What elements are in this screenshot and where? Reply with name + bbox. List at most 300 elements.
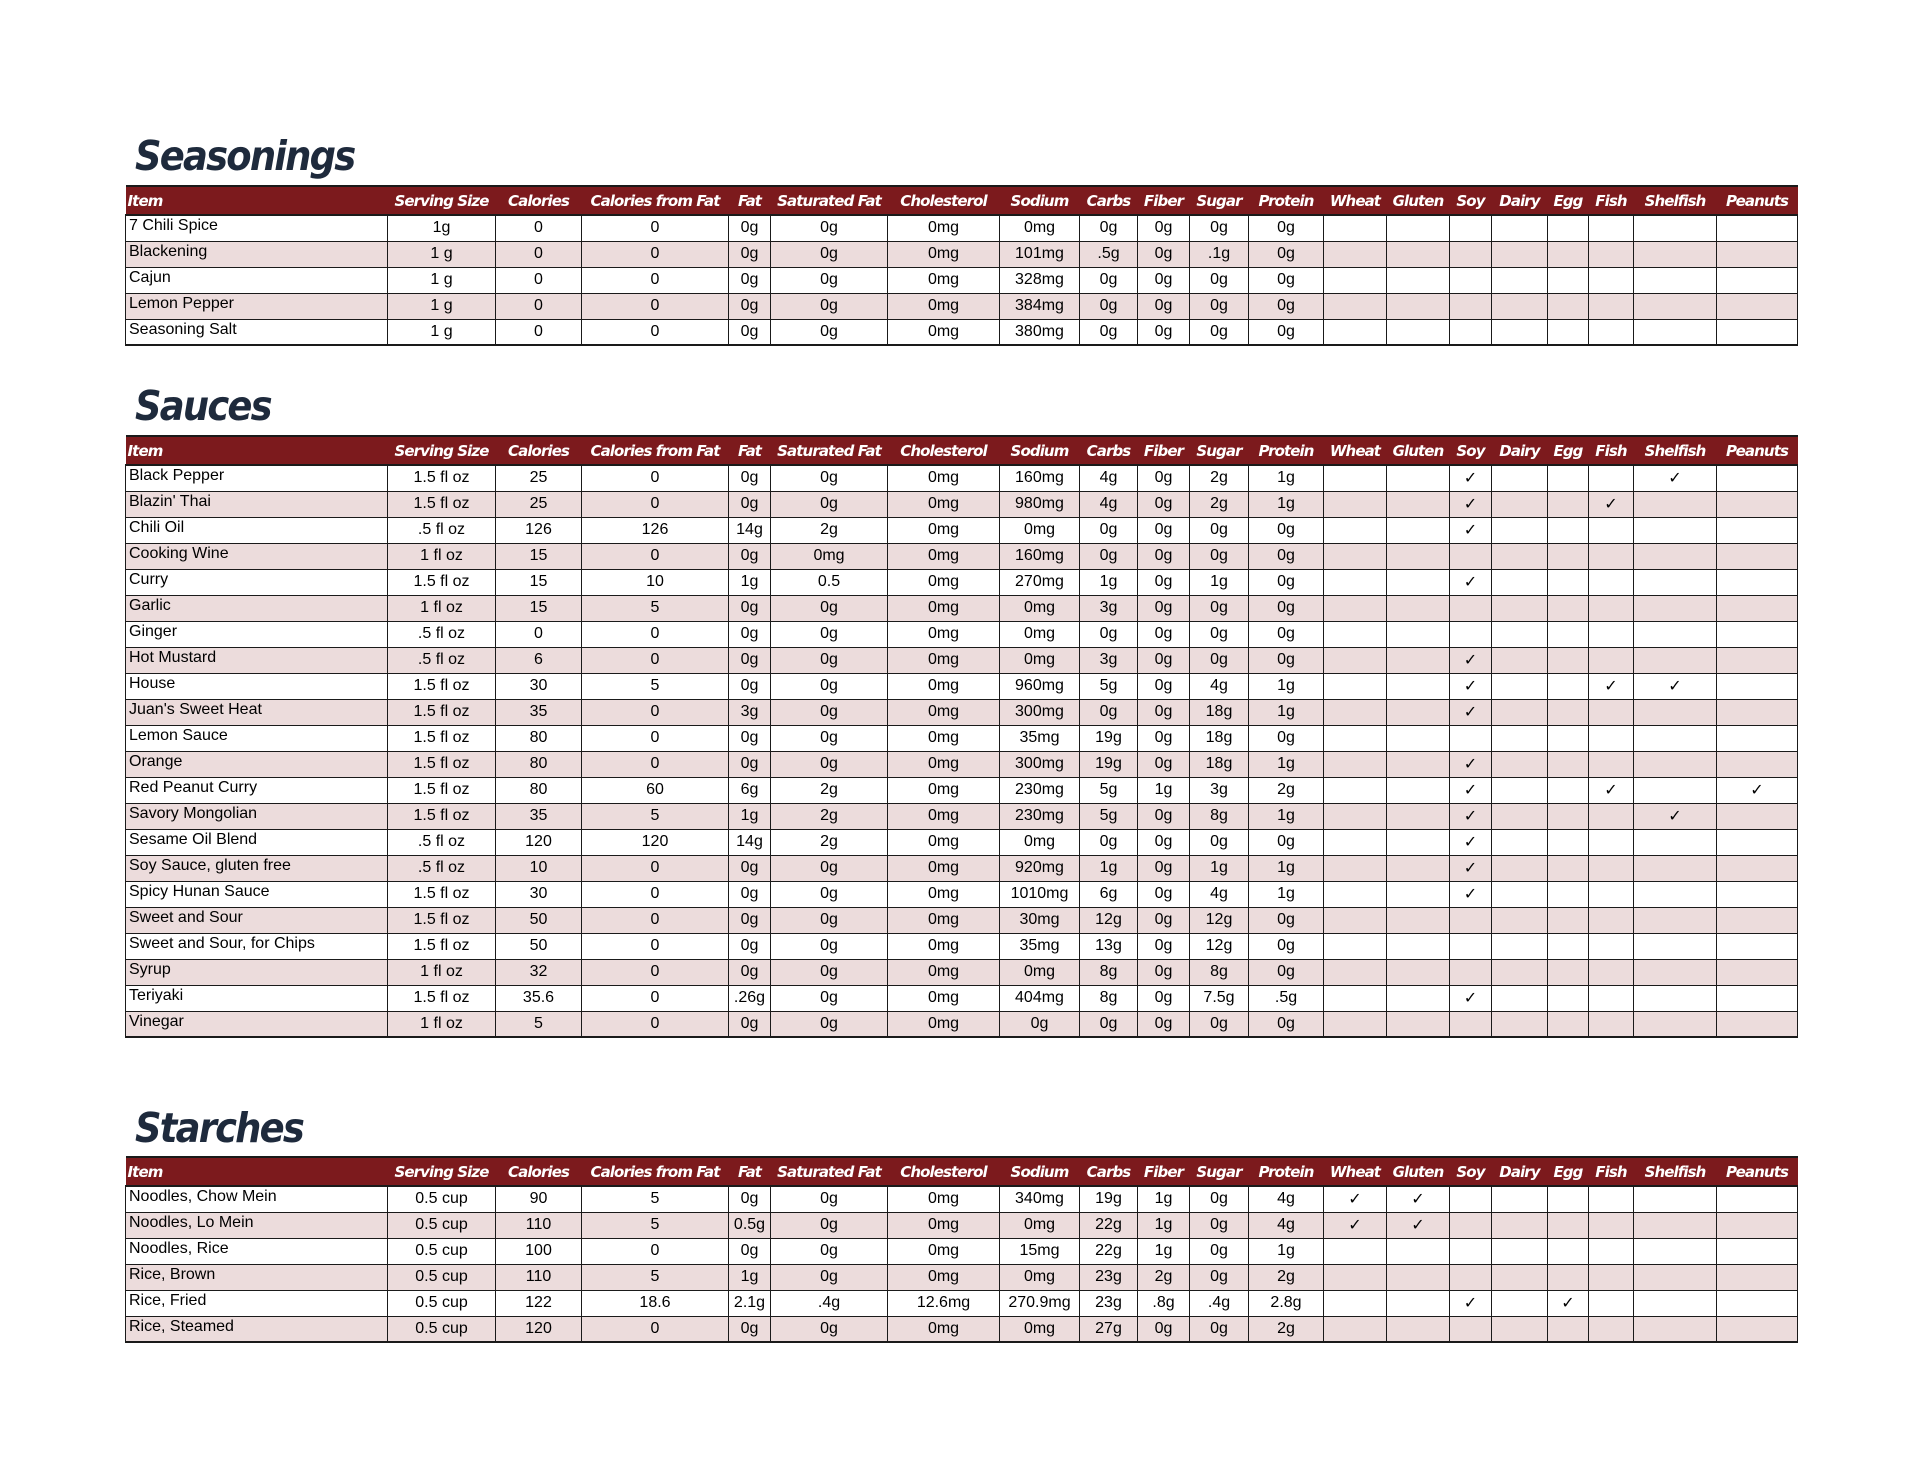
cell-fat: 0g <box>729 595 771 621</box>
cell-calories-from-fat: 5 <box>582 803 729 829</box>
cell-fat: 3g <box>729 699 771 725</box>
cell-fish <box>1589 1186 1634 1212</box>
cell-cholesterol: 0mg <box>888 491 1000 517</box>
cell-cholesterol: 0mg <box>888 725 1000 751</box>
cell-dairy <box>1492 267 1548 293</box>
cell-gluten <box>1387 647 1450 673</box>
column-header-saturated-fat: Saturated Fat <box>771 1157 888 1186</box>
cell-shelfish <box>1634 907 1717 933</box>
cell-gluten <box>1387 569 1450 595</box>
column-header-fat: Fat <box>729 1157 771 1186</box>
section-title-seasonings: Seasonings <box>135 132 355 180</box>
cell-egg <box>1548 241 1589 267</box>
column-header-saturated-fat: Saturated Fat <box>771 186 888 215</box>
cell-egg <box>1548 491 1589 517</box>
cell-fat: 14g <box>729 829 771 855</box>
cell-sodium: 0mg <box>1000 215 1080 241</box>
cell-carbs: 13g <box>1080 933 1138 959</box>
cell-soy <box>1450 1212 1492 1238</box>
cell-cholesterol: 0mg <box>888 293 1000 319</box>
cell-serving-size: 1 g <box>388 241 496 267</box>
cell-fat: 0g <box>729 1186 771 1212</box>
cell-soy: ✓ <box>1450 777 1492 803</box>
cell-egg <box>1548 465 1589 491</box>
column-header-carbs: Carbs <box>1080 436 1138 465</box>
cell-saturated-fat: 0mg <box>771 543 888 569</box>
cell-dairy <box>1492 543 1548 569</box>
cell-fish <box>1589 543 1634 569</box>
cell-wheat <box>1324 907 1387 933</box>
cell-dairy <box>1492 907 1548 933</box>
cell-wheat <box>1324 751 1387 777</box>
cell-sugar: 8g <box>1190 959 1249 985</box>
cell-fiber: 0g <box>1138 673 1190 699</box>
cell-protein: 1g <box>1249 673 1324 699</box>
table-row <box>126 881 1798 907</box>
cell-shelfish <box>1634 699 1717 725</box>
cell-wheat: ✓ <box>1324 1212 1387 1238</box>
cell-sodium: 328mg <box>1000 267 1080 293</box>
column-header-soy: Soy <box>1450 436 1492 465</box>
cell-fish <box>1589 267 1634 293</box>
cell-serving-size: 1 g <box>388 293 496 319</box>
cell-fat: 0g <box>729 621 771 647</box>
cell-dairy <box>1492 569 1548 595</box>
cell-sugar: 18g <box>1190 699 1249 725</box>
cell-calories-from-fat: 0 <box>582 959 729 985</box>
cell-cholesterol: 0mg <box>888 319 1000 345</box>
cell-shelfish <box>1634 855 1717 881</box>
cell-serving-size: 1 g <box>388 267 496 293</box>
cell-carbs: 5g <box>1080 673 1138 699</box>
item-name-cell: Curry <box>126 569 388 595</box>
cell-shelfish <box>1634 751 1717 777</box>
cell-peanuts <box>1717 1011 1798 1037</box>
cell-dairy <box>1492 933 1548 959</box>
cell-carbs: 0g <box>1080 543 1138 569</box>
cell-serving-size: 1.5 fl oz <box>388 907 496 933</box>
cell-fat: 0g <box>729 751 771 777</box>
cell-sugar: 0g <box>1190 1264 1249 1290</box>
cell-calories-from-fat: 0 <box>582 465 729 491</box>
cell-sodium: 0g <box>1000 1011 1080 1037</box>
cell-sugar: 1g <box>1190 855 1249 881</box>
cell-shelfish <box>1634 319 1717 345</box>
cell-sodium: 160mg <box>1000 465 1080 491</box>
cell-calories-from-fat: 0 <box>582 215 729 241</box>
column-header-sodium: Sodium <box>1000 1157 1080 1186</box>
table-row <box>126 621 1798 647</box>
column-header-protein: Protein <box>1249 436 1324 465</box>
table-row <box>126 241 1798 267</box>
cell-shelfish <box>1634 215 1717 241</box>
cell-peanuts <box>1717 933 1798 959</box>
column-header-calories-from-fat: Calories from Fat <box>582 186 729 215</box>
cell-gluten <box>1387 933 1450 959</box>
cell-gluten: ✓ <box>1387 1212 1450 1238</box>
cell-fiber: 1g <box>1138 1186 1190 1212</box>
cell-serving-size: 1.5 fl oz <box>388 777 496 803</box>
cell-fish <box>1589 569 1634 595</box>
cell-sugar: 12g <box>1190 933 1249 959</box>
cell-fiber: 0g <box>1138 621 1190 647</box>
cell-dairy <box>1492 985 1548 1011</box>
cell-calories: 50 <box>496 907 582 933</box>
cell-carbs: 0g <box>1080 621 1138 647</box>
cell-protein: 4g <box>1249 1186 1324 1212</box>
cell-fish <box>1589 1238 1634 1264</box>
cell-cholesterol: 0mg <box>888 621 1000 647</box>
cell-protein: 1g <box>1249 465 1324 491</box>
cell-cholesterol: 0mg <box>888 465 1000 491</box>
cell-egg <box>1548 881 1589 907</box>
column-header-sugar: Sugar <box>1190 186 1249 215</box>
cell-saturated-fat: 0g <box>771 699 888 725</box>
cell-carbs: 22g <box>1080 1238 1138 1264</box>
item-name-cell: 7 Chili Spice <box>126 215 388 241</box>
column-header-dairy: Dairy <box>1492 186 1548 215</box>
cell-peanuts: ✓ <box>1717 777 1798 803</box>
cell-fiber: 1g <box>1138 1212 1190 1238</box>
cell-dairy <box>1492 1316 1548 1342</box>
cell-protein: 1g <box>1249 1238 1324 1264</box>
cell-sodium: 101mg <box>1000 241 1080 267</box>
cell-cholesterol: 0mg <box>888 1316 1000 1342</box>
cell-dairy <box>1492 241 1548 267</box>
table-row <box>126 215 1798 241</box>
cell-protein: 1g <box>1249 855 1324 881</box>
cell-fat: 0g <box>729 293 771 319</box>
cell-gluten <box>1387 855 1450 881</box>
cell-soy: ✓ <box>1450 569 1492 595</box>
item-name-cell: Sesame Oil Blend <box>126 829 388 855</box>
cell-sugar: 2g <box>1190 465 1249 491</box>
cell-fish <box>1589 647 1634 673</box>
cell-fish <box>1589 595 1634 621</box>
cell-saturated-fat: 0g <box>771 855 888 881</box>
cell-calories: 35.6 <box>496 985 582 1011</box>
cell-serving-size: 0.5 cup <box>388 1238 496 1264</box>
cell-shelfish <box>1634 1186 1717 1212</box>
cell-egg <box>1548 673 1589 699</box>
cell-calories: 100 <box>496 1238 582 1264</box>
item-name-cell: Lemon Pepper <box>126 293 388 319</box>
cell-shelfish <box>1634 293 1717 319</box>
item-name-cell: Orange <box>126 751 388 777</box>
cell-sugar: 2g <box>1190 491 1249 517</box>
cell-sugar: 18g <box>1190 725 1249 751</box>
cell-fish <box>1589 621 1634 647</box>
cell-soy: ✓ <box>1450 491 1492 517</box>
cell-wheat <box>1324 933 1387 959</box>
item-name-cell: Soy Sauce, gluten free <box>126 855 388 881</box>
cell-calories: 0 <box>496 215 582 241</box>
table-row <box>126 1186 1798 1212</box>
cell-carbs: 0g <box>1080 517 1138 543</box>
cell-fat: 0g <box>729 907 771 933</box>
cell-fiber: 0g <box>1138 215 1190 241</box>
cell-sugar: 8g <box>1190 803 1249 829</box>
cell-carbs: 4g <box>1080 465 1138 491</box>
cell-carbs: 8g <box>1080 985 1138 1011</box>
table-row <box>126 491 1798 517</box>
cell-serving-size: 1.5 fl oz <box>388 465 496 491</box>
cell-cholesterol: 0mg <box>888 647 1000 673</box>
cell-carbs: 0g <box>1080 319 1138 345</box>
cell-carbs: 0g <box>1080 1011 1138 1037</box>
cell-cholesterol: 0mg <box>888 699 1000 725</box>
item-name-cell: Red Peanut Curry <box>126 777 388 803</box>
cell-saturated-fat: 0g <box>771 241 888 267</box>
cell-fiber: 0g <box>1138 829 1190 855</box>
table-row <box>126 777 1798 803</box>
column-header-fiber: Fiber <box>1138 186 1190 215</box>
cell-egg: ✓ <box>1548 1290 1589 1316</box>
cell-cholesterol: 0mg <box>888 933 1000 959</box>
cell-carbs: 8g <box>1080 959 1138 985</box>
cell-sugar: 0g <box>1190 1186 1249 1212</box>
cell-saturated-fat: 0g <box>771 673 888 699</box>
cell-shelfish <box>1634 1212 1717 1238</box>
cell-soy: ✓ <box>1450 855 1492 881</box>
column-header-dairy: Dairy <box>1492 436 1548 465</box>
cell-protein: 0g <box>1249 647 1324 673</box>
cell-serving-size: .5 fl oz <box>388 647 496 673</box>
cell-sodium: 35mg <box>1000 933 1080 959</box>
cell-sugar: 1g <box>1190 569 1249 595</box>
cell-wheat <box>1324 319 1387 345</box>
cell-shelfish <box>1634 647 1717 673</box>
cell-soy <box>1450 1238 1492 1264</box>
cell-protein: 2g <box>1249 1264 1324 1290</box>
cell-carbs: 12g <box>1080 907 1138 933</box>
cell-sodium: 340mg <box>1000 1186 1080 1212</box>
table-row <box>126 569 1798 595</box>
cell-shelfish <box>1634 1264 1717 1290</box>
cell-soy <box>1450 621 1492 647</box>
cell-peanuts <box>1717 1316 1798 1342</box>
column-header-calories-from-fat: Calories from Fat <box>582 436 729 465</box>
column-header-gluten: Gluten <box>1387 436 1450 465</box>
cell-carbs: 0g <box>1080 699 1138 725</box>
cell-dairy <box>1492 517 1548 543</box>
item-name-cell: Seasoning Salt <box>126 319 388 345</box>
cell-sodium: 0mg <box>1000 647 1080 673</box>
cell-fish <box>1589 1316 1634 1342</box>
cell-calories-from-fat: 5 <box>582 1186 729 1212</box>
cell-wheat <box>1324 491 1387 517</box>
cell-calories: 50 <box>496 933 582 959</box>
cell-fat: 0g <box>729 881 771 907</box>
cell-fish <box>1589 829 1634 855</box>
cell-fiber: .8g <box>1138 1290 1190 1316</box>
cell-fish <box>1589 517 1634 543</box>
cell-dairy <box>1492 1290 1548 1316</box>
cell-carbs: .5g <box>1080 241 1138 267</box>
cell-gluten <box>1387 319 1450 345</box>
column-header-serving-size: Serving Size <box>388 1157 496 1186</box>
cell-calories: 0 <box>496 293 582 319</box>
cell-protein: 0g <box>1249 267 1324 293</box>
cell-egg <box>1548 215 1589 241</box>
cell-peanuts <box>1717 293 1798 319</box>
cell-shelfish <box>1634 621 1717 647</box>
cell-sodium: 0mg <box>1000 1264 1080 1290</box>
table-row <box>126 267 1798 293</box>
cell-sodium: 230mg <box>1000 777 1080 803</box>
table-row <box>126 829 1798 855</box>
cell-cholesterol: 0mg <box>888 829 1000 855</box>
cell-gluten <box>1387 959 1450 985</box>
cell-peanuts <box>1717 1264 1798 1290</box>
cell-gluten <box>1387 621 1450 647</box>
cell-cholesterol: 0mg <box>888 1264 1000 1290</box>
item-name-cell: Rice, Fried <box>126 1290 388 1316</box>
cell-fat: 0g <box>729 647 771 673</box>
cell-gluten <box>1387 751 1450 777</box>
item-name-cell: Cooking Wine <box>126 543 388 569</box>
cell-saturated-fat: 0g <box>771 959 888 985</box>
seasonings-table <box>125 185 1798 346</box>
cell-gluten <box>1387 881 1450 907</box>
cell-saturated-fat: 0g <box>771 881 888 907</box>
cell-saturated-fat: 0g <box>771 1011 888 1037</box>
cell-saturated-fat: 0g <box>771 465 888 491</box>
cell-calories: 120 <box>496 1316 582 1342</box>
cell-peanuts <box>1717 491 1798 517</box>
cell-protein: 0g <box>1249 241 1324 267</box>
cell-gluten: ✓ <box>1387 1186 1450 1212</box>
cell-shelfish <box>1634 1290 1717 1316</box>
cell-saturated-fat: 2g <box>771 829 888 855</box>
column-header-cholesterol: Cholesterol <box>888 1157 1000 1186</box>
item-name-cell: Sweet and Sour <box>126 907 388 933</box>
cell-calories: 30 <box>496 673 582 699</box>
cell-protein: 0g <box>1249 319 1324 345</box>
column-header-cholesterol: Cholesterol <box>888 436 1000 465</box>
cell-fat: 0g <box>729 215 771 241</box>
cell-shelfish <box>1634 517 1717 543</box>
cell-wheat <box>1324 777 1387 803</box>
item-name-cell: Cajun <box>126 267 388 293</box>
cell-sodium: 980mg <box>1000 491 1080 517</box>
cell-fiber: 0g <box>1138 699 1190 725</box>
cell-fish: ✓ <box>1589 491 1634 517</box>
cell-sodium: 160mg <box>1000 543 1080 569</box>
cell-serving-size: 1 fl oz <box>388 543 496 569</box>
column-header-wheat: Wheat <box>1324 436 1387 465</box>
cell-calories-from-fat: 5 <box>582 1212 729 1238</box>
cell-fat: 0g <box>729 933 771 959</box>
cell-calories-from-fat: 0 <box>582 293 729 319</box>
cell-cholesterol: 0mg <box>888 881 1000 907</box>
cell-dairy <box>1492 491 1548 517</box>
item-name-cell: Garlic <box>126 595 388 621</box>
cell-sugar: 12g <box>1190 907 1249 933</box>
cell-fat: 0.5g <box>729 1212 771 1238</box>
cell-sodium: 35mg <box>1000 725 1080 751</box>
column-header-cholesterol: Cholesterol <box>888 186 1000 215</box>
cell-fish <box>1589 215 1634 241</box>
cell-soy <box>1450 1316 1492 1342</box>
cell-fiber: 0g <box>1138 959 1190 985</box>
cell-fat: 0g <box>729 491 771 517</box>
cell-serving-size: 0.5 cup <box>388 1316 496 1342</box>
cell-fish <box>1589 725 1634 751</box>
item-name-cell: Rice, Steamed <box>126 1316 388 1342</box>
cell-calories: 80 <box>496 725 582 751</box>
cell-egg <box>1548 1316 1589 1342</box>
cell-wheat <box>1324 517 1387 543</box>
cell-calories-from-fat: 0 <box>582 751 729 777</box>
cell-fish <box>1589 293 1634 319</box>
cell-protein: 0g <box>1249 933 1324 959</box>
cell-peanuts <box>1717 907 1798 933</box>
cell-egg <box>1548 1011 1589 1037</box>
cell-carbs: 19g <box>1080 725 1138 751</box>
cell-egg <box>1548 751 1589 777</box>
cell-dairy <box>1492 1011 1548 1037</box>
cell-cholesterol: 0mg <box>888 1238 1000 1264</box>
cell-soy: ✓ <box>1450 985 1492 1011</box>
cell-calories: 90 <box>496 1186 582 1212</box>
cell-calories-from-fat: 10 <box>582 569 729 595</box>
cell-serving-size: 1.5 fl oz <box>388 673 496 699</box>
cell-gluten <box>1387 803 1450 829</box>
cell-dairy <box>1492 595 1548 621</box>
cell-peanuts <box>1717 465 1798 491</box>
cell-wheat <box>1324 293 1387 319</box>
section-title-starches: Starches <box>135 1104 304 1152</box>
column-header-peanuts: Peanuts <box>1717 186 1798 215</box>
cell-gluten <box>1387 543 1450 569</box>
cell-sugar: 0g <box>1190 829 1249 855</box>
cell-serving-size: 1.5 fl oz <box>388 725 496 751</box>
cell-soy <box>1450 1186 1492 1212</box>
cell-saturated-fat: 0.5 <box>771 569 888 595</box>
cell-saturated-fat: 2g <box>771 517 888 543</box>
cell-saturated-fat: 0g <box>771 491 888 517</box>
cell-serving-size: 0.5 cup <box>388 1290 496 1316</box>
cell-gluten <box>1387 241 1450 267</box>
cell-calories: 122 <box>496 1290 582 1316</box>
cell-gluten <box>1387 907 1450 933</box>
cell-calories: 10 <box>496 855 582 881</box>
cell-calories-from-fat: 0 <box>582 985 729 1011</box>
item-name-cell: Juan's Sweet Heat <box>126 699 388 725</box>
cell-fiber: 0g <box>1138 985 1190 1011</box>
table-row <box>126 803 1798 829</box>
cell-shelfish <box>1634 881 1717 907</box>
cell-sugar: 0g <box>1190 543 1249 569</box>
cell-fiber: 0g <box>1138 881 1190 907</box>
cell-wheat <box>1324 803 1387 829</box>
column-header-wheat: Wheat <box>1324 1157 1387 1186</box>
item-name-cell: Noodles, Rice <box>126 1238 388 1264</box>
cell-egg <box>1548 907 1589 933</box>
cell-egg <box>1548 1238 1589 1264</box>
cell-cholesterol: 0mg <box>888 673 1000 699</box>
column-header-sugar: Sugar <box>1190 1157 1249 1186</box>
column-header-shelfish: Shelfish <box>1634 186 1717 215</box>
table-row <box>126 293 1798 319</box>
cell-fiber: 0g <box>1138 241 1190 267</box>
cell-calories: 5 <box>496 1011 582 1037</box>
cell-serving-size: 1.5 fl oz <box>388 985 496 1011</box>
cell-sodium: 380mg <box>1000 319 1080 345</box>
cell-calories: 80 <box>496 777 582 803</box>
cell-egg <box>1548 803 1589 829</box>
